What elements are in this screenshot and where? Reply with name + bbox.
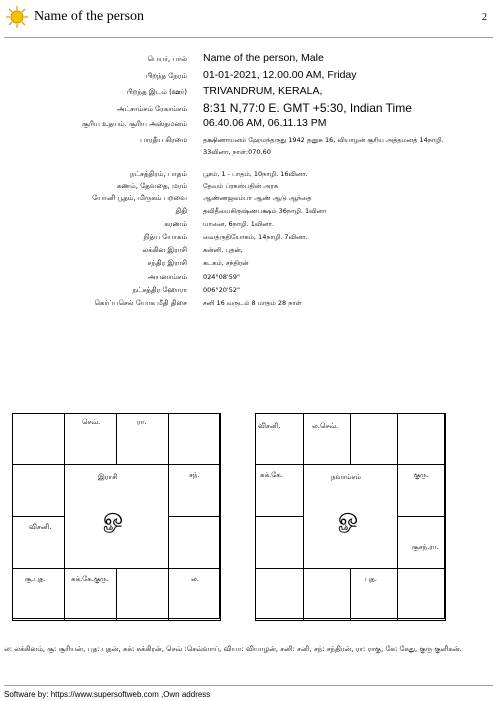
chart-house <box>255 413 304 465</box>
detail-value-cont: 33வினா, நாள்:070.60 <box>203 148 271 156</box>
house-planets: குரு. <box>414 471 429 479</box>
detail-label: கணம், தேவதை, மரம் <box>116 182 187 190</box>
chart-house <box>116 413 169 465</box>
chart-title: இராசி <box>98 473 118 481</box>
detail-value: யானை, 6நாழி. 1வினா. <box>203 220 275 228</box>
house-planets: ல.செவ். <box>312 422 339 430</box>
navamsa-chart <box>255 413 445 619</box>
detail-value: கன்னி, புதன், <box>203 246 243 254</box>
detail-label: அயனாம்சம் <box>147 273 187 281</box>
house-planets: செவ். <box>82 418 101 426</box>
om-symbol-icon: ௐ <box>103 503 127 531</box>
detail-label: நட்சத்திரம், பாதம் <box>130 170 187 178</box>
chart-house <box>168 516 221 569</box>
detail-value: கடகம், சந்திரன் <box>203 259 249 267</box>
house-planets: சூசந்.ரா. <box>412 543 439 551</box>
detail-label: யோனி பூதம், மிருகம் பறவை <box>92 194 187 202</box>
chart-house <box>350 568 398 621</box>
detail-label: பெயர், பால் <box>147 55 187 63</box>
page-number: 2 <box>482 12 487 23</box>
detail-label: பாரதீய கிரமை <box>140 136 187 144</box>
house-planets: சந். <box>189 471 200 479</box>
house-planets: ரா. <box>137 418 147 426</box>
house-planets: சுக்.கே. <box>260 471 283 479</box>
page-title: Name of the person <box>34 9 145 24</box>
chart-house <box>255 516 304 569</box>
chart-house <box>116 568 169 621</box>
detail-label: லக்கின இராசி <box>142 246 187 254</box>
house-planets: விசனி. <box>29 523 52 531</box>
detail-value: தேவம் ப்ரகஸ்பதின் அரசு <box>203 182 279 190</box>
house-planets: சூ.புத. <box>25 575 46 583</box>
chart-house <box>168 464 221 517</box>
footer-divider <box>4 685 493 686</box>
rasi-chart <box>12 413 220 619</box>
chart-house <box>397 568 446 621</box>
detail-label: சந்திர இராசி <box>147 259 187 267</box>
detail-value: வைத்ருதியோகம், 14நாழி. 7வினா. <box>203 233 308 241</box>
detail-value: தக்ஷிணாயனம் ஹேமந்தருது 1942 தனுசு 16, வியாழன் சூரிய அத்தமனத் 14நாழி. <box>203 136 444 144</box>
page-header <box>0 0 497 38</box>
detail-label: பிறந்த இடம் (ஊர்) <box>126 88 187 96</box>
house-planets: புத. <box>365 575 377 583</box>
sun-logo-icon <box>6 6 28 28</box>
detail-value: 01-01-2021, 12.00.00 AM, Friday <box>203 69 357 81</box>
chart-house <box>168 568 221 621</box>
house-planets: விசனி. <box>258 422 281 430</box>
chart-house <box>303 568 351 621</box>
chart-center <box>64 464 169 569</box>
house-planets: ல. <box>191 575 200 583</box>
detail-label: அட்சாம்சம் ரேகாம்சம் <box>116 105 187 113</box>
detail-label: நித்ய யோகம் <box>143 233 187 241</box>
detail-value: TRIVANDRUM, KERALA, <box>203 85 323 97</box>
chart-house <box>168 413 221 465</box>
om-symbol-icon: ௐ <box>338 503 362 531</box>
detail-value: 8:31 N,77:0 E. GMT +5:30, Indian Time <box>203 101 412 115</box>
detail-label: நட்சத்திர ஹோரா <box>132 286 187 294</box>
chart-house <box>397 413 446 465</box>
detail-label: கரணம் <box>164 220 187 228</box>
detail-value: பூசம், 1 - பாதம், 10நாழி. 16வினா. <box>203 170 308 178</box>
chart-title: நவாம்சம் <box>331 473 361 481</box>
chart-house <box>12 464 65 517</box>
header-divider <box>4 37 493 38</box>
chart-house <box>397 464 446 517</box>
chart-house <box>303 413 351 465</box>
chart-house <box>12 413 65 465</box>
detail-value: Name of the person, Male <box>203 52 324 64</box>
chart-center <box>303 464 398 569</box>
chart-house <box>350 413 398 465</box>
footer-credit: Software by: https://www.supersoftweb.com ,Own address <box>4 690 211 699</box>
chart-house <box>255 568 304 621</box>
chart-house <box>12 568 65 621</box>
chart-house <box>255 464 304 517</box>
detail-label: திதி <box>175 207 187 215</box>
detail-value: ஆண்ணஜலம்பா ஆண் ஆடு ஆந்தை <box>203 194 312 202</box>
house-planets: சுக்.கே.குரு. <box>71 575 109 583</box>
detail-value: தவிதீயைகிருஷ்ணபக்ஷம் 36நாழி. 1வினா <box>203 207 327 215</box>
chart-house <box>64 413 117 465</box>
detail-value: 006°20'52" <box>203 286 240 294</box>
chart-house <box>12 516 65 569</box>
detail-label: சூரிய உதயம். சூரிய அஸ்தமனம் <box>82 120 187 128</box>
detail-value: 024°08'59" <box>203 273 240 281</box>
chart-house <box>64 568 117 621</box>
detail-label: பிறந்த நேரம் <box>145 72 187 80</box>
detail-label: கெர்ப்பசெல் யோக மீதி திசை <box>94 299 187 307</box>
chart-house <box>397 516 446 569</box>
detail-value: சனி 16 வருடம் 8 மாதம் 28 நாள் <box>203 299 302 307</box>
detail-value: 06.40.06 AM, 06.11.13 PM <box>203 117 327 129</box>
abbreviation-legend: ல: லக்கினம், சூ: சூரியன், புத: புதன், சுக்: சுக்கிரன், செவ் :செவ்வாய், வியா: வியாழன், சனி: சனி, சந்: சந்திரன், ரா: ராகு, கே: கேது, குரு குளிகன். <box>4 645 462 653</box>
